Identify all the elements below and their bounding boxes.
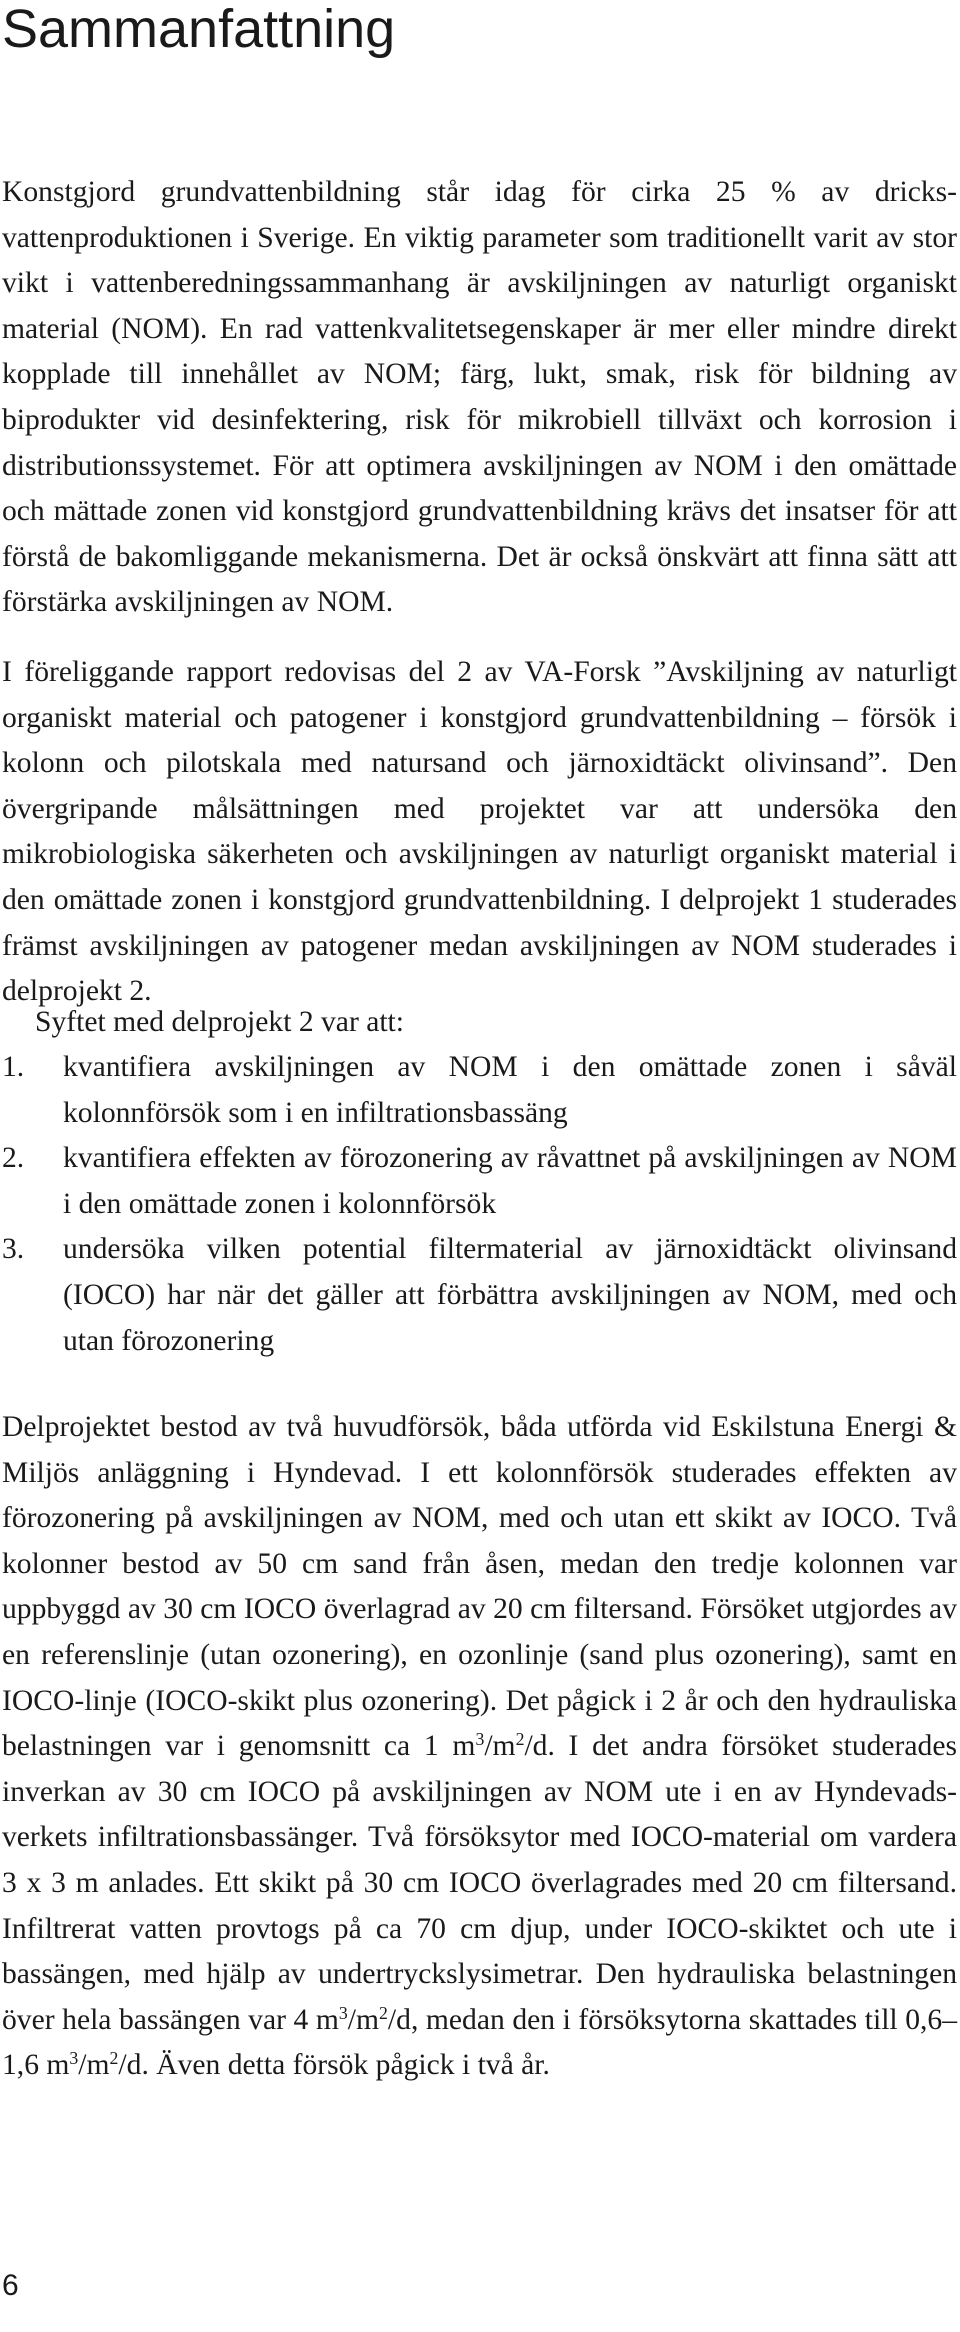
list-item xyxy=(2,1136,957,1227)
list-item-number: 1. xyxy=(2,1051,25,1083)
aims-list xyxy=(2,1045,957,1364)
list-item xyxy=(2,1045,957,1136)
unit-superscript: 2 xyxy=(109,2048,119,2069)
paragraph-text: /d. Även detta försök pågick i två år. xyxy=(118,2049,550,2082)
unit-superscript: 2 xyxy=(379,2002,388,2023)
summary-paragraph-4 xyxy=(2,1405,957,2089)
paragraph-text: /d. I det andra försöket studerades inverkan av 30 cm IOCO på avskiljningen av NOM ute i en av Hyndevadsverkets infiltrationsbassänger. Två försöksytor med IOCO-material om vardera 3 x 3 m anlades. Ett skikt på 30 cm IOCO överlagrades med 20 cm filtersand. Infiltrerat vatten provtogs på ca 70 cm djup, under IOCO-skiktet och ute i bassängen, med hjälp av undertryckslysimetrar. Den hydrauliska belastningen över hela bassängen var 4 m xyxy=(2,1730,957,2036)
aims-intro: Syftet med delprojekt 2 var att: xyxy=(35,1006,404,1038)
summary-paragraph-1: Konstgjord grundvattenbildning står idag för cirka 25 % av dricksvattenproduktionen i Sverige. En viktig parameter som traditionellt varit av stor vikt i vattenberedningssammanhang är avskiljningen av naturligt organiskt material (NOM). En rad vattenkvalitetsegenskaper är mer eller mindre direkt kopplade till innehållet av NOM; färg, lukt, smak, risk för bildning av biprodukter vid desinfektering, risk för mikrobiell tillväxt och korrosion i distributionssystemet. För att optimera avskiljningen av NOM i den omättade och mättade zonen vid konstgjord grundvattenbildning krävs det insatser för att förstå de bakomliggande mekanismerna. Det är också önskvärt att finna sätt att förstärka avskiljningen av NOM. xyxy=(2,176,957,619)
summary-paragraph-2: I föreliggande rapport redovisas del 2 av VA-Forsk ”Avskiljning av naturligt organiskt material och patogener i konstgjord grundvattenbildning – försök i kolonn och pilotskala med natursand och järnoxidtäckt olivinsand”. Den övergripande målsättningen med projektet var att undersöka den mikrobiologiska säkerheten och avskiljningen av naturligt organiskt material i den omättade zonen i konstgjord grundvattenbildning. I delprojekt 1 studerades främst avskiljningen av patogener medan avskiljningen av NOM studerades i delprojekt 2. xyxy=(2,656,957,1008)
unit-superscript: 3 xyxy=(69,2048,79,2069)
list-item-number: 3. xyxy=(2,1233,25,1266)
list-item xyxy=(2,1227,957,1364)
page-title: Sammanfattning xyxy=(2,0,396,59)
unit-text: /m xyxy=(347,2003,380,2036)
list-item-text: kvantifiera avskiljningen av NOM i den omättade zonen i såväl kolonnförsök som i en infiltrationsbassäng xyxy=(63,1051,957,1129)
unit-superscript: 2 xyxy=(515,1729,525,1750)
paragraph-text: Delprojektet bestod av två huvudförsök, båda utförda vid Eskilstuna Energi & Miljös anläggning i Hyndevad. I ett kolonnförsök studerades effekten av förozonering på avskiljningen av NOM, med och utan ett skikt av IOCO. Två kolonner bestod av 50 cm sand från åsen, medan den tredje kolonnen var uppbyggd av 30 cm IOCO överlagrad av 20 cm filtersand. Försöket utgjordes av en referenslinje (utan ozonering), en ozonlinje (sand plus ozonering), samt en IOCO-linje (IOCO-skikt plus ozonering). Det pågick i 2 år och den hydrauliska belastningen var i genomsnitt ca 1 m xyxy=(2,1411,957,1763)
unit-superscript: 3 xyxy=(475,1729,485,1750)
list-item-number: 2. xyxy=(2,1142,25,1175)
unit-superscript: 3 xyxy=(338,2002,348,2023)
unit-text: /m xyxy=(78,2049,110,2082)
page-number: 6 xyxy=(2,2269,19,2302)
list-item-text: kvantifiera effekten av förozonering av råvattnet på avskiljningen av NOM i den omättade zonen i kolonnförsök xyxy=(63,1142,957,1220)
unit-text: /m xyxy=(484,1730,516,1763)
paragraph-text: /d, medan den i försöksytorna skattades till 0,6–1,6 m xyxy=(2,2003,957,2082)
list-item-text: undersöka vilken potential filtermaterial av järnoxidtäckt olivinsand (IOCO) har när det gäller att förbättra avskiljningen av NOM, med och utan förozonering xyxy=(63,1233,957,1357)
